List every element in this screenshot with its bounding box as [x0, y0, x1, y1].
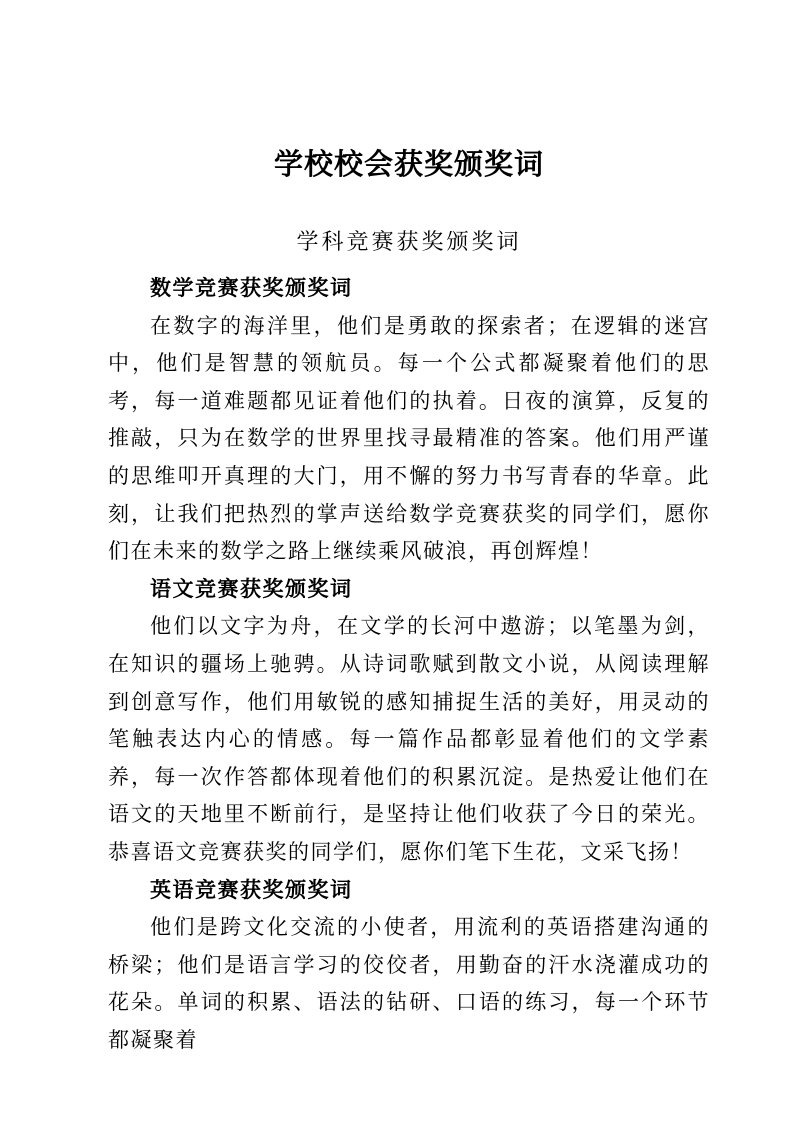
- section-english: [108, 872, 710, 1060]
- section-chinese: [108, 571, 710, 872]
- section-heading-chinese: 语文竞赛获奖颁奖词: [150, 576, 353, 601]
- section-paragraph-chinese: 他们以文字为舟，在文学的长河中遨游；以笔墨为剑，在知识的疆场上驰骋。从诗词歌赋到散文小说，从阅读理解到创意写作，他们用敏锐的感知捕捉生活的美好，用灵动的笔触表达内心的情感。每一篇作品都彰显着他们的文学素养，每一次作答都体现着他们的积累沉淀。是热爱让他们在语文的天地里不断前行，是坚持让他们收获了今日的荣光。恭喜语文竞赛获奖的同学们，愿你们笔下生花，文采飞扬！: [108, 614, 710, 864]
- document-body: [108, 270, 710, 1059]
- section-heading-english: 英语竞赛获奖颁奖词: [150, 877, 353, 902]
- section-math: [108, 270, 710, 571]
- section-paragraph-english: 他们是跨文化交流的小使者，用流利的英语搭建沟通的桥梁；他们是语言学习的佼佼者，用勤奋的汗水浇灌成功的花朵。单词的积累、语法的钻研、口语的练习，每一个环节都凝聚着: [108, 915, 710, 1052]
- document-subtitle: 学科竞赛获奖颁奖词: [296, 229, 522, 254]
- section-paragraph-math: 在数字的海洋里，他们是勇敢的探索者；在逻辑的迷宫中，他们是智慧的领航员。每一个公式都凝聚着他们的思考，每一道难题都见证着他们的执着。日夜的演算，反复的推敲，只为在数学的世界里找寻最精准的答案。他们用严谨的思维叩开真理的大门，用不懈的努力书写青春的华章。此刻，让我们把热烈的掌声送给数学竞赛获奖的同学们，愿你们在未来的数学之路上继续乘风破浪，再创辉煌！: [108, 313, 710, 564]
- section-heading-math: 数学竞赛获奖颁奖词: [150, 276, 353, 300]
- document-title: 学校校会获奖颁奖词: [273, 149, 544, 181]
